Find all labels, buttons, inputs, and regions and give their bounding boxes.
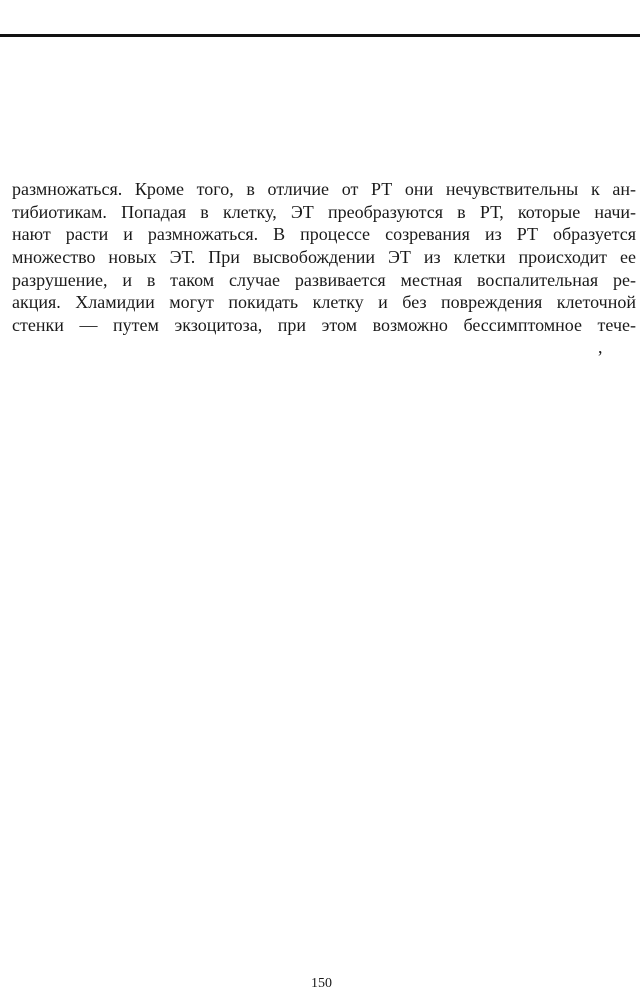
paragraph-line-4: множество новых ЭТ. При высвобождении ЭТ из клетки происходит ее	[12, 247, 636, 268]
paragraph-line-3: нают расти и размножаться. В процессе созревания из РТ образуется	[12, 224, 636, 245]
paragraph-line-1: размножаться. Кроме того, в отличие от РТ они нечувствительны к ан-	[12, 179, 636, 199]
body-paragraph	[12, 178, 636, 337]
paragraph-line-2: тибиотикам. Попадая в клетку, ЭТ преобразуются в РТ, которые начи-	[12, 201, 636, 222]
paragraph-line-5: разрушение, и в таком случае развивается местная воспалительная ре-	[12, 269, 636, 290]
paragraph-line-7: стенки — путем экзоцитоза, при этом возможно бессимптомное тече-	[12, 315, 636, 336]
paragraph-line-6: акция. Хламидии могут покидать клетку и без повреждения клеточной	[12, 292, 636, 313]
trailing-comma: ,	[598, 337, 603, 357]
header-rule	[0, 34, 640, 37]
page-number: 150	[311, 976, 332, 991]
